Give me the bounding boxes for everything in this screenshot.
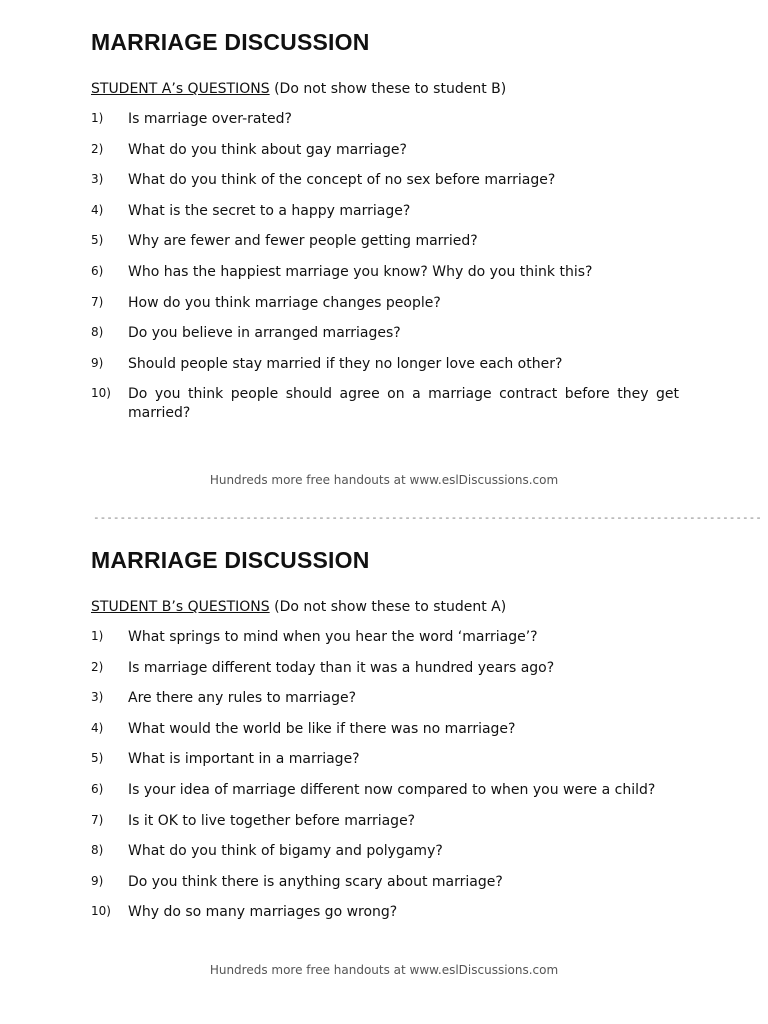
question-number: 4) [91, 202, 104, 217]
question-number: 1) [91, 629, 104, 643]
list-item [91, 903, 679, 922]
question-text: Is marriage over-rated? [128, 111, 292, 127]
question-text: Who has the happiest marriage you know? Why do you think this? [128, 263, 593, 280]
question-text: How do you think marriage changes people? [128, 294, 441, 311]
question-text: What is important in a marriage? [128, 751, 360, 768]
question-text: Is it OK to live together before marriage? [128, 812, 416, 829]
question-text: What is the secret to a happy marriage? [128, 202, 411, 219]
question-text: Do you think people should agree on a marriage contract before they get married? [128, 386, 679, 422]
student-a-section [91, 28, 679, 435]
question-number: 1) [91, 111, 104, 125]
list-item [91, 781, 679, 800]
list-item [91, 171, 679, 190]
question-number: 6) [91, 263, 104, 278]
student-note: (Do not show these to student A) [269, 599, 507, 615]
list-item [91, 720, 679, 739]
list-item [91, 355, 679, 374]
list-item [91, 385, 679, 423]
list-item [91, 232, 679, 251]
handout-footer: Hundreds more free handouts at www.eslDiscussions.com [209, 473, 559, 487]
question-text: Is your idea of marriage different now compared to when you were a child? [128, 781, 656, 798]
handout-footer: Hundreds more free handouts at www.eslDiscussions.com [209, 963, 559, 977]
question-number: 7) [91, 294, 104, 309]
list-item [91, 110, 679, 129]
question-number: 2) [91, 141, 104, 156]
list-item [91, 141, 679, 160]
question-text: Do you think there is anything scary about marriage? [128, 873, 503, 890]
list-item [91, 873, 679, 892]
cut-line-divider: ----------------------------------------------------------------------------------------------------- [93, 511, 762, 524]
question-text: Should people stay married if they no longer love each other? [128, 355, 563, 372]
page-title: MARRIAGE DISCUSSION [91, 29, 370, 55]
question-text: What springs to mind when you hear the word ‘marriage’? [128, 629, 538, 645]
list-item [91, 659, 679, 678]
list-item [91, 324, 679, 343]
page-title: MARRIAGE DISCUSSION [91, 547, 370, 573]
question-list [91, 110, 679, 423]
section-subtitle [91, 598, 679, 616]
student-note: (Do not show these to student B) [269, 81, 507, 97]
list-item [91, 263, 679, 282]
question-text: What do you think of bigamy and polygamy? [128, 843, 443, 860]
question-text: What do you think about gay marriage? [128, 141, 407, 158]
question-text: Are there any rules to marriage? [128, 690, 357, 707]
question-number: 9) [91, 355, 104, 370]
list-item [91, 628, 679, 647]
question-text: Do you believe in arranged marriages? [128, 325, 401, 342]
list-item [91, 294, 679, 313]
list-item [91, 750, 679, 769]
list-item [91, 689, 679, 708]
question-list [91, 628, 679, 922]
question-number: 9) [91, 873, 104, 888]
question-number: 4) [91, 720, 104, 735]
question-number: 10) [91, 904, 111, 919]
list-item [91, 812, 679, 831]
question-number: 7) [91, 812, 104, 827]
question-number: 3) [91, 690, 104, 705]
section-subtitle [91, 80, 679, 98]
question-text: Why are fewer and fewer people getting married? [128, 233, 478, 250]
question-number: 8) [91, 843, 104, 858]
student-label: STUDENT B’s QUESTIONS [91, 599, 270, 615]
list-item [91, 842, 679, 861]
student-label: STUDENT A’s QUESTIONS [91, 81, 270, 97]
question-number: 3) [91, 172, 104, 187]
list-item [91, 202, 679, 221]
question-number: 2) [91, 659, 104, 674]
question-number: 8) [91, 325, 104, 340]
question-number: 5) [91, 751, 104, 766]
question-number: 10) [91, 386, 111, 401]
question-text: Is marriage different today than it was a hundred years ago? [128, 659, 555, 676]
student-b-section [91, 546, 679, 934]
question-number: 6) [91, 781, 104, 796]
question-number: 5) [91, 233, 104, 248]
question-text: Why do so many marriages go wrong? [128, 904, 398, 921]
question-text: What do you think of the concept of no sex before marriage? [128, 172, 556, 189]
question-text: What would the world be like if there was no marriage? [128, 720, 516, 737]
